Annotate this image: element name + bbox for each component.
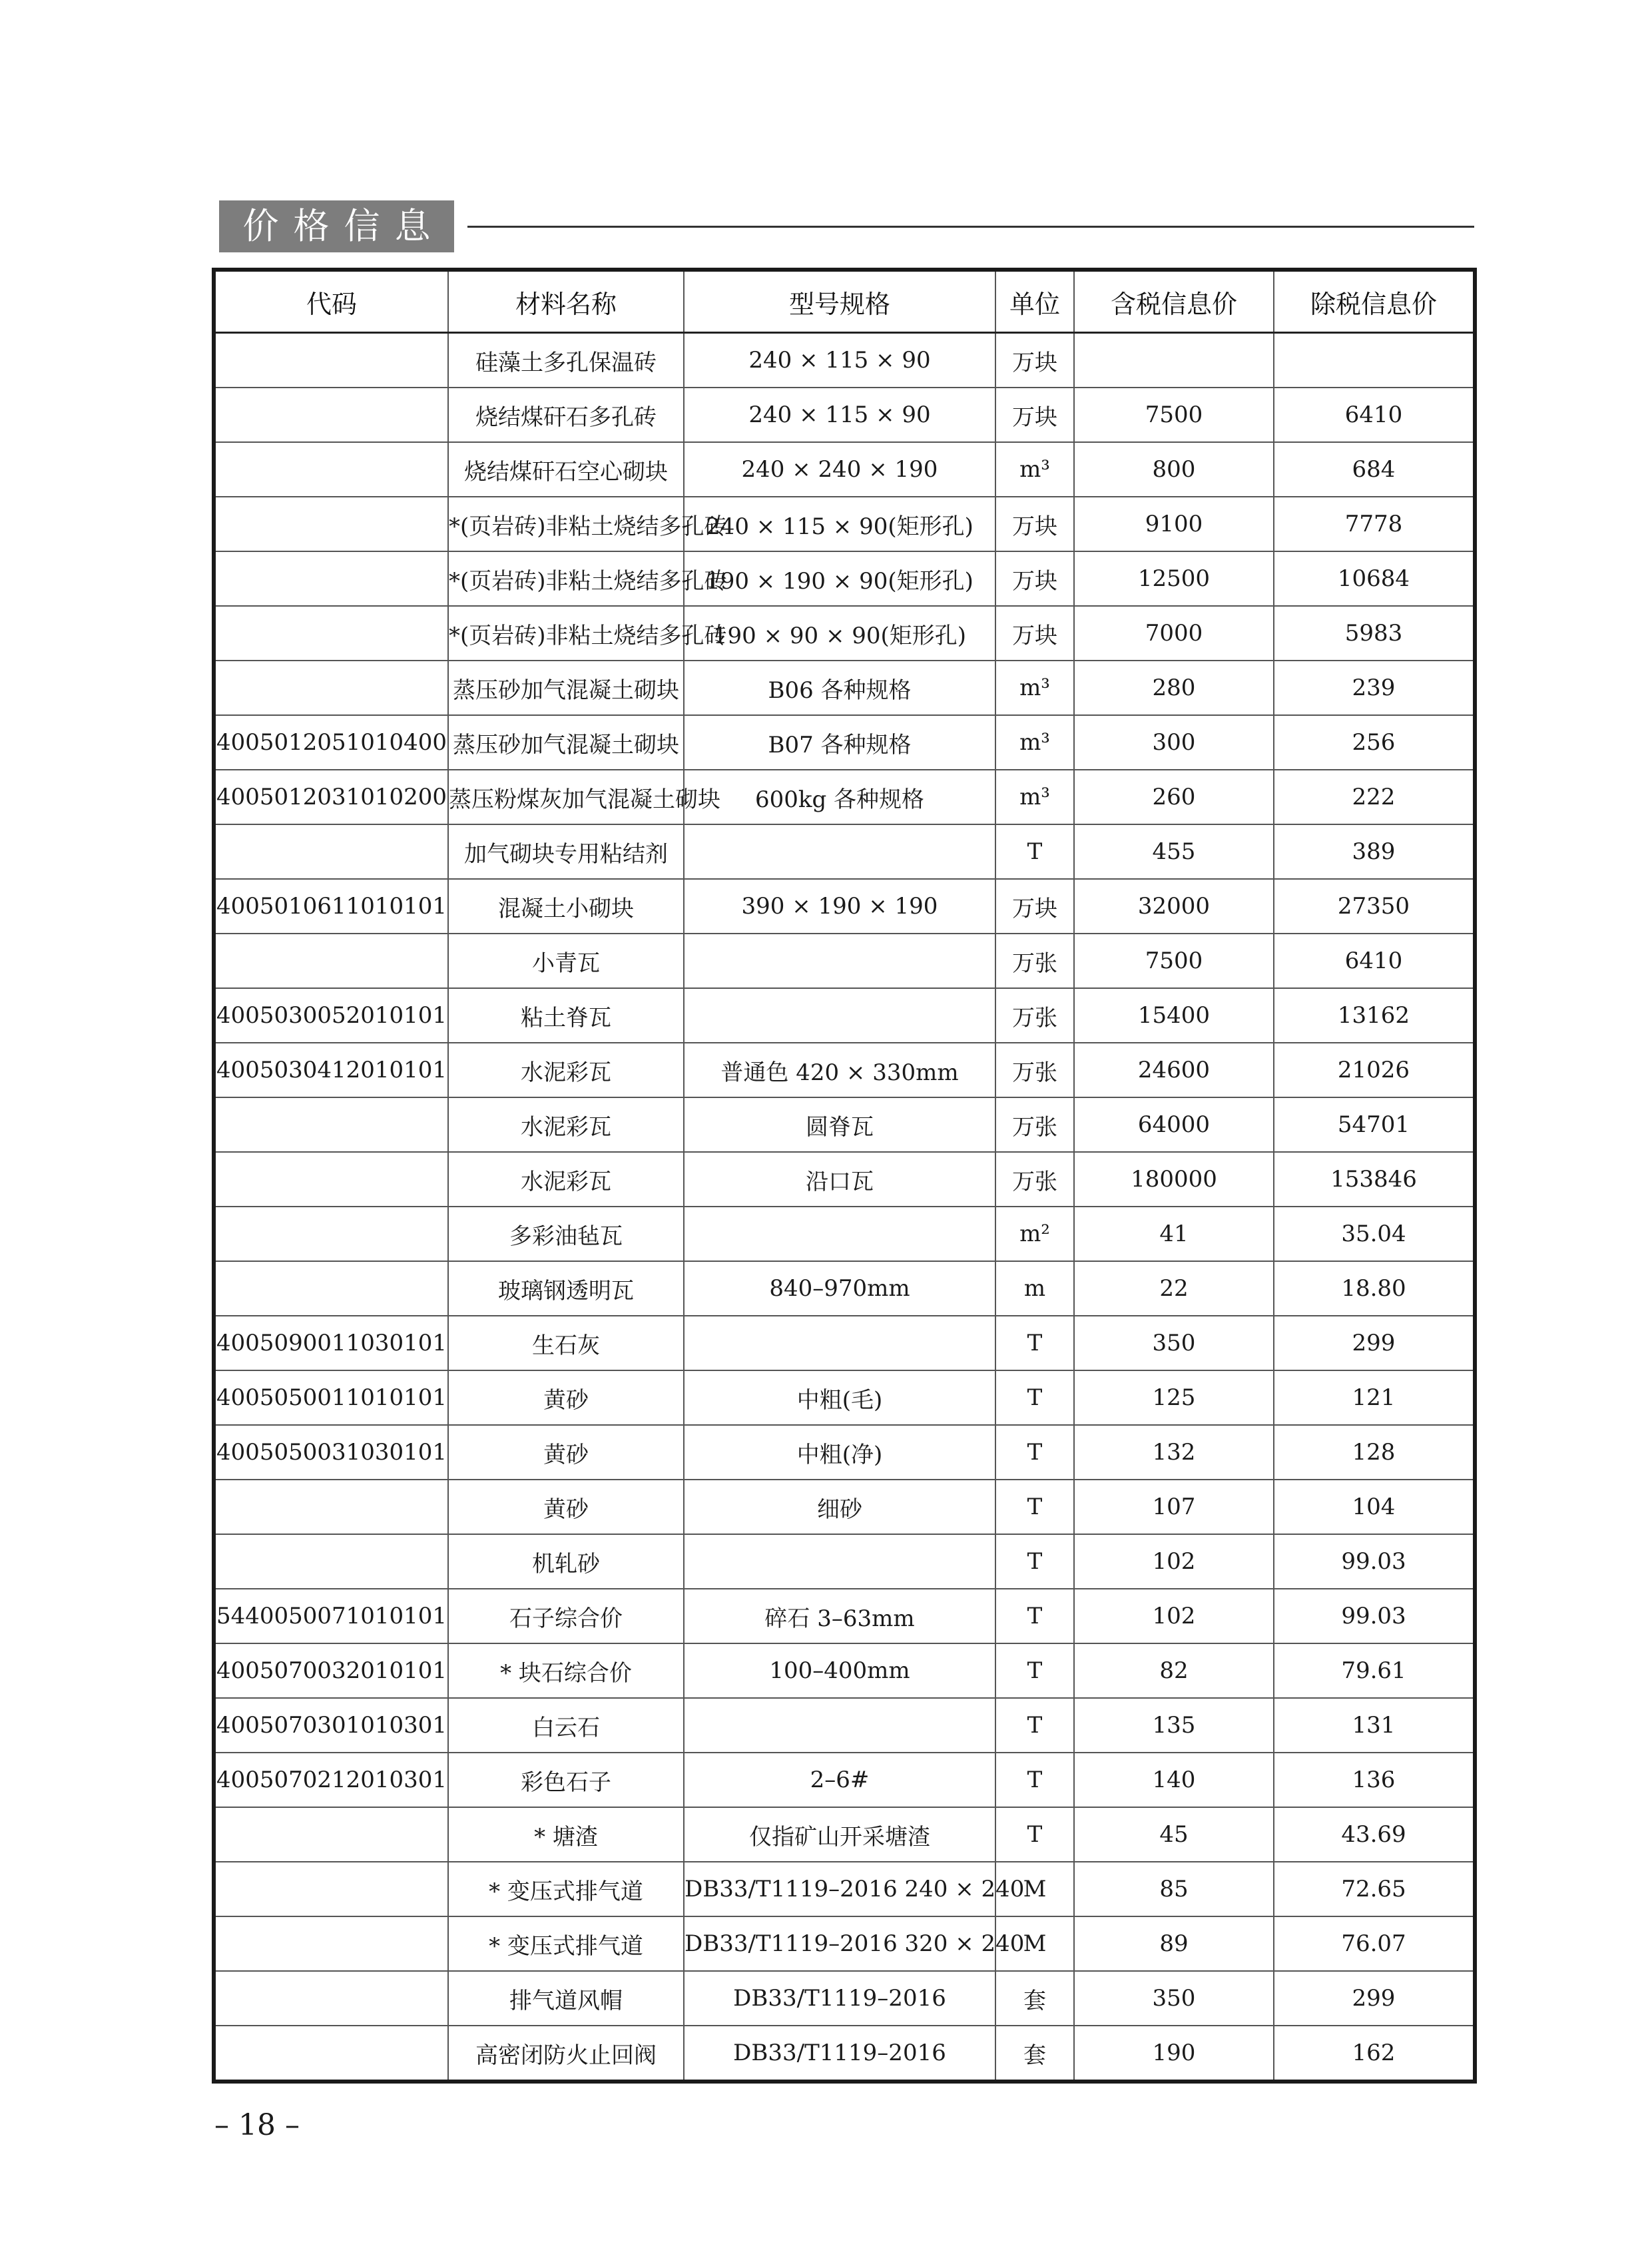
cell-price-tax: 350	[1074, 1971, 1274, 2026]
cell-material-name: 加气砌块专用粘结剂	[448, 824, 684, 879]
cell-spec: 240 × 240 × 190	[684, 442, 995, 497]
cell-unit: T	[995, 1534, 1074, 1589]
cell-material-name: 高密闭防火止回阀	[448, 2026, 684, 2082]
table-body	[214, 333, 1475, 2082]
cell-code	[214, 1807, 448, 1862]
table-row	[214, 2026, 1475, 2082]
cell-spec: 240 × 115 × 90	[684, 388, 995, 442]
cell-unit: m²	[995, 1207, 1074, 1261]
cell-price-notax: 13162	[1274, 988, 1475, 1043]
cell-code	[214, 1207, 448, 1261]
cell-code: 4005012031010200	[214, 770, 448, 824]
cell-material-name: 烧结煤矸石空心砌块	[448, 442, 684, 497]
cell-spec: 普通色 420 × 330mm	[684, 1043, 995, 1097]
cell-material-name: 白云石	[448, 1698, 684, 1753]
cell-price-tax: 7500	[1074, 388, 1274, 442]
table-row	[214, 551, 1475, 606]
cell-price-tax: 800	[1074, 442, 1274, 497]
cell-price-notax: 162	[1274, 2026, 1475, 2082]
table-row	[214, 661, 1475, 715]
cell-spec: 中粗(净)	[684, 1425, 995, 1480]
cell-unit: 万块	[995, 388, 1074, 442]
cell-code: 5440050071010101	[214, 1589, 448, 1643]
cell-code: 4005050011010101	[214, 1370, 448, 1425]
cell-unit: 万块	[995, 879, 1074, 934]
table-row	[214, 1261, 1475, 1316]
cell-code	[214, 1480, 448, 1534]
cell-code	[214, 1152, 448, 1207]
cell-material-name: 蒸压粉煤灰加气混凝土砌块	[448, 770, 684, 824]
table-row	[214, 1698, 1475, 1753]
cell-material-name: * 变压式排气道	[448, 1862, 684, 1916]
cell-material-name: 多彩油毡瓦	[448, 1207, 684, 1261]
cell-spec: B07 各种规格	[684, 715, 995, 770]
cell-code	[214, 606, 448, 661]
table-row	[214, 824, 1475, 879]
cell-spec	[684, 824, 995, 879]
cell-spec: 240 × 115 × 90	[684, 333, 995, 388]
cell-price-notax: 256	[1274, 715, 1475, 770]
cell-price-tax: 102	[1074, 1589, 1274, 1643]
cell-material-name: 水泥彩瓦	[448, 1097, 684, 1152]
cell-material-name: *(页岩砖)非粘土烧结多孔砖	[448, 551, 684, 606]
cell-material-name: 黄砂	[448, 1425, 684, 1480]
cell-price-notax: 136	[1274, 1753, 1475, 1807]
col-header-price-notax: 除税信息价	[1274, 270, 1475, 333]
cell-unit: M	[995, 1862, 1074, 1916]
table-row	[214, 1643, 1475, 1698]
cell-price-tax: 12500	[1074, 551, 1274, 606]
cell-code: 4005070301010301	[214, 1698, 448, 1753]
cell-spec: B06 各种规格	[684, 661, 995, 715]
header-rule	[467, 226, 1474, 228]
cell-price-tax: 82	[1074, 1643, 1274, 1698]
cell-unit: 万块	[995, 333, 1074, 388]
cell-price-notax: 54701	[1274, 1097, 1475, 1152]
cell-price-tax	[1074, 333, 1274, 388]
cell-price-tax: 45	[1074, 1807, 1274, 1862]
cell-price-tax: 85	[1074, 1862, 1274, 1916]
cell-price-tax: 280	[1074, 661, 1274, 715]
table-row	[214, 1916, 1475, 1971]
cell-spec: 390 × 190 × 190	[684, 879, 995, 934]
cell-price-notax: 299	[1274, 1971, 1475, 2026]
cell-code: 4005070212010301	[214, 1753, 448, 1807]
cell-spec: 600kg 各种规格	[684, 770, 995, 824]
cell-unit: T	[995, 1480, 1074, 1534]
cell-spec: 190 × 90 × 90(矩形孔)	[684, 606, 995, 661]
cell-spec: DB33/T1119–2016 320 × 240	[684, 1916, 995, 1971]
cell-spec: 圆脊瓦	[684, 1097, 995, 1152]
cell-price-tax: 140	[1074, 1753, 1274, 1807]
table-row	[214, 1316, 1475, 1370]
table-row	[214, 1862, 1475, 1916]
table-row	[214, 934, 1475, 988]
cell-price-tax: 260	[1074, 770, 1274, 824]
cell-code	[214, 1534, 448, 1589]
cell-unit: 套	[995, 1971, 1074, 2026]
cell-unit: T	[995, 1698, 1074, 1753]
cell-price-tax: 455	[1074, 824, 1274, 879]
cell-material-name: 排气道风帽	[448, 1971, 684, 2026]
cell-price-notax: 389	[1274, 824, 1475, 879]
cell-material-name: 硅藻土多孔保温砖	[448, 333, 684, 388]
table-row	[214, 1971, 1475, 2026]
cell-material-name: * 塘渣	[448, 1807, 684, 1862]
cell-price-tax: 125	[1074, 1370, 1274, 1425]
cell-price-notax: 6410	[1274, 934, 1475, 988]
cell-unit: T	[995, 1753, 1074, 1807]
cell-price-notax: 222	[1274, 770, 1475, 824]
table-row	[214, 388, 1475, 442]
cell-price-notax: 6410	[1274, 388, 1475, 442]
cell-unit: T	[995, 1807, 1074, 1862]
cell-price-notax: 128	[1274, 1425, 1475, 1480]
cell-unit: T	[995, 1643, 1074, 1698]
cell-unit: T	[995, 1589, 1074, 1643]
cell-code	[214, 388, 448, 442]
cell-material-name: * 变压式排气道	[448, 1916, 684, 1971]
cell-price-notax: 21026	[1274, 1043, 1475, 1097]
cell-price-tax: 41	[1074, 1207, 1274, 1261]
cell-price-notax: 76.07	[1274, 1916, 1475, 1971]
cell-spec: 840–970mm	[684, 1261, 995, 1316]
table-row	[214, 1589, 1475, 1643]
cell-material-name: 机轧砂	[448, 1534, 684, 1589]
cell-material-name: 粘土脊瓦	[448, 988, 684, 1043]
cell-unit: 万张	[995, 934, 1074, 988]
cell-material-name: 蒸压砂加气混凝土砌块	[448, 661, 684, 715]
cell-code	[214, 824, 448, 879]
cell-price-notax: 153846	[1274, 1152, 1475, 1207]
table-row	[214, 1534, 1475, 1589]
cell-material-name: 生石灰	[448, 1316, 684, 1370]
table-header-row	[214, 270, 1475, 333]
cell-price-notax: 7778	[1274, 497, 1475, 551]
cell-unit: 万张	[995, 1097, 1074, 1152]
cell-code	[214, 1261, 448, 1316]
cell-price-tax: 64000	[1074, 1097, 1274, 1152]
table-row	[214, 1152, 1475, 1207]
cell-material-name: * 块石综合价	[448, 1643, 684, 1698]
cell-spec	[684, 934, 995, 988]
cell-material-name: 彩色石子	[448, 1753, 684, 1807]
cell-price-notax: 72.65	[1274, 1862, 1475, 1916]
section-title: 价格信息	[219, 200, 454, 252]
table-row	[214, 606, 1475, 661]
cell-spec: 沿口瓦	[684, 1152, 995, 1207]
table-row	[214, 1480, 1475, 1534]
cell-unit: 万块	[995, 497, 1074, 551]
cell-price-tax: 22	[1074, 1261, 1274, 1316]
cell-unit: m³	[995, 715, 1074, 770]
cell-spec	[684, 1207, 995, 1261]
cell-code: 4005010611010101	[214, 879, 448, 934]
cell-price-notax: 99.03	[1274, 1589, 1475, 1643]
cell-material-name: 水泥彩瓦	[448, 1152, 684, 1207]
cell-price-tax: 9100	[1074, 497, 1274, 551]
cell-spec	[684, 1316, 995, 1370]
cell-spec: 仅指矿山开采塘渣	[684, 1807, 995, 1862]
page-number: – 18 –	[214, 2108, 300, 2142]
cell-spec: 碎石 3–63mm	[684, 1589, 995, 1643]
cell-price-tax: 132	[1074, 1425, 1274, 1480]
cell-material-name: *(页岩砖)非粘土烧结多孔砖	[448, 497, 684, 551]
cell-unit: m	[995, 1261, 1074, 1316]
cell-price-tax: 7500	[1074, 934, 1274, 988]
cell-code: 4005090011030101	[214, 1316, 448, 1370]
cell-spec	[684, 1698, 995, 1753]
cell-unit: 万张	[995, 1152, 1074, 1207]
table-row	[214, 1370, 1475, 1425]
cell-code	[214, 442, 448, 497]
price-table	[212, 268, 1477, 2084]
cell-spec: DB33/T1119–2016	[684, 2026, 995, 2082]
cell-price-notax: 121	[1274, 1370, 1475, 1425]
cell-price-notax: 5983	[1274, 606, 1475, 661]
cell-spec: 190 × 190 × 90(矩形孔)	[684, 551, 995, 606]
cell-spec: DB33/T1119–2016 240 × 240	[684, 1862, 995, 1916]
table-row	[214, 879, 1475, 934]
cell-price-tax: 7000	[1074, 606, 1274, 661]
cell-unit: M	[995, 1916, 1074, 1971]
col-header-code: 代码	[214, 270, 448, 333]
cell-code	[214, 661, 448, 715]
cell-price-notax: 79.61	[1274, 1643, 1475, 1698]
table-row	[214, 1807, 1475, 1862]
cell-material-name: 小青瓦	[448, 934, 684, 988]
cell-unit: 万张	[995, 1043, 1074, 1097]
cell-code	[214, 333, 448, 388]
cell-unit: T	[995, 824, 1074, 879]
cell-code	[214, 1916, 448, 1971]
cell-price-notax: 131	[1274, 1698, 1475, 1753]
cell-price-tax: 15400	[1074, 988, 1274, 1043]
cell-material-name: 水泥彩瓦	[448, 1043, 684, 1097]
cell-spec: 2–6#	[684, 1753, 995, 1807]
cell-price-tax: 135	[1074, 1698, 1274, 1753]
cell-spec: 100–400mm	[684, 1643, 995, 1698]
table-row	[214, 988, 1475, 1043]
cell-price-notax: 10684	[1274, 551, 1475, 606]
cell-price-notax: 18.80	[1274, 1261, 1475, 1316]
table-row	[214, 333, 1475, 388]
cell-unit: 万张	[995, 988, 1074, 1043]
cell-spec	[684, 988, 995, 1043]
cell-price-tax: 102	[1074, 1534, 1274, 1589]
cell-price-tax: 180000	[1074, 1152, 1274, 1207]
cell-unit: m³	[995, 661, 1074, 715]
cell-price-tax: 300	[1074, 715, 1274, 770]
cell-unit: T	[995, 1316, 1074, 1370]
cell-price-notax: 35.04	[1274, 1207, 1475, 1261]
cell-spec	[684, 1534, 995, 1589]
cell-price-notax: 27350	[1274, 879, 1475, 934]
table-row	[214, 1043, 1475, 1097]
cell-material-name: 石子综合价	[448, 1589, 684, 1643]
cell-material-name: 烧结煤矸石多孔砖	[448, 388, 684, 442]
table-row	[214, 770, 1475, 824]
table-row	[214, 497, 1475, 551]
col-header-spec: 型号规格	[684, 270, 995, 333]
table-row	[214, 715, 1475, 770]
cell-unit: 万块	[995, 551, 1074, 606]
cell-code: 4005030052010101	[214, 988, 448, 1043]
cell-unit: m³	[995, 442, 1074, 497]
cell-price-tax: 89	[1074, 1916, 1274, 1971]
cell-spec: 细砂	[684, 1480, 995, 1534]
cell-price-notax: 239	[1274, 661, 1475, 715]
col-header-unit: 单位	[995, 270, 1074, 333]
cell-price-tax: 107	[1074, 1480, 1274, 1534]
cell-price-notax	[1274, 333, 1475, 388]
cell-unit: m³	[995, 770, 1074, 824]
cell-material-name: 混凝土小砌块	[448, 879, 684, 934]
cell-price-tax: 32000	[1074, 879, 1274, 934]
cell-price-tax: 350	[1074, 1316, 1274, 1370]
col-header-price-tax: 含税信息价	[1074, 270, 1274, 333]
cell-material-name: *(页岩砖)非粘土烧结多孔砖	[448, 606, 684, 661]
cell-unit: 万块	[995, 606, 1074, 661]
table-row	[214, 442, 1475, 497]
cell-price-notax: 299	[1274, 1316, 1475, 1370]
cell-code: 4005050031030101	[214, 1425, 448, 1480]
cell-price-notax: 104	[1274, 1480, 1475, 1534]
cell-price-notax: 99.03	[1274, 1534, 1475, 1589]
cell-unit: T	[995, 1425, 1074, 1480]
cell-price-tax: 190	[1074, 2026, 1274, 2082]
cell-material-name: 玻璃钢透明瓦	[448, 1261, 684, 1316]
table-row	[214, 1425, 1475, 1480]
cell-material-name: 黄砂	[448, 1370, 684, 1425]
table-row	[214, 1753, 1475, 1807]
table-row	[214, 1097, 1475, 1152]
cell-material-name: 黄砂	[448, 1480, 684, 1534]
table-row	[214, 1207, 1475, 1261]
cell-code: 4005012051010400	[214, 715, 448, 770]
cell-code	[214, 551, 448, 606]
cell-code: 4005070032010101	[214, 1643, 448, 1698]
cell-code	[214, 1097, 448, 1152]
cell-material-name: 蒸压砂加气混凝土砌块	[448, 715, 684, 770]
cell-code	[214, 1971, 448, 2026]
cell-price-notax: 684	[1274, 442, 1475, 497]
cell-spec: 240 × 115 × 90(矩形孔)	[684, 497, 995, 551]
cell-spec: 中粗(毛)	[684, 1370, 995, 1425]
cell-price-tax: 24600	[1074, 1043, 1274, 1097]
cell-price-notax: 43.69	[1274, 1807, 1475, 1862]
cell-code	[214, 497, 448, 551]
cell-code: 4005030412010101	[214, 1043, 448, 1097]
cell-spec: DB33/T1119–2016	[684, 1971, 995, 2026]
cell-unit: T	[995, 1370, 1074, 1425]
cell-code	[214, 934, 448, 988]
cell-unit: 套	[995, 2026, 1074, 2082]
cell-code	[214, 2026, 448, 2082]
col-header-name: 材料名称	[448, 270, 684, 333]
cell-code	[214, 1862, 448, 1916]
